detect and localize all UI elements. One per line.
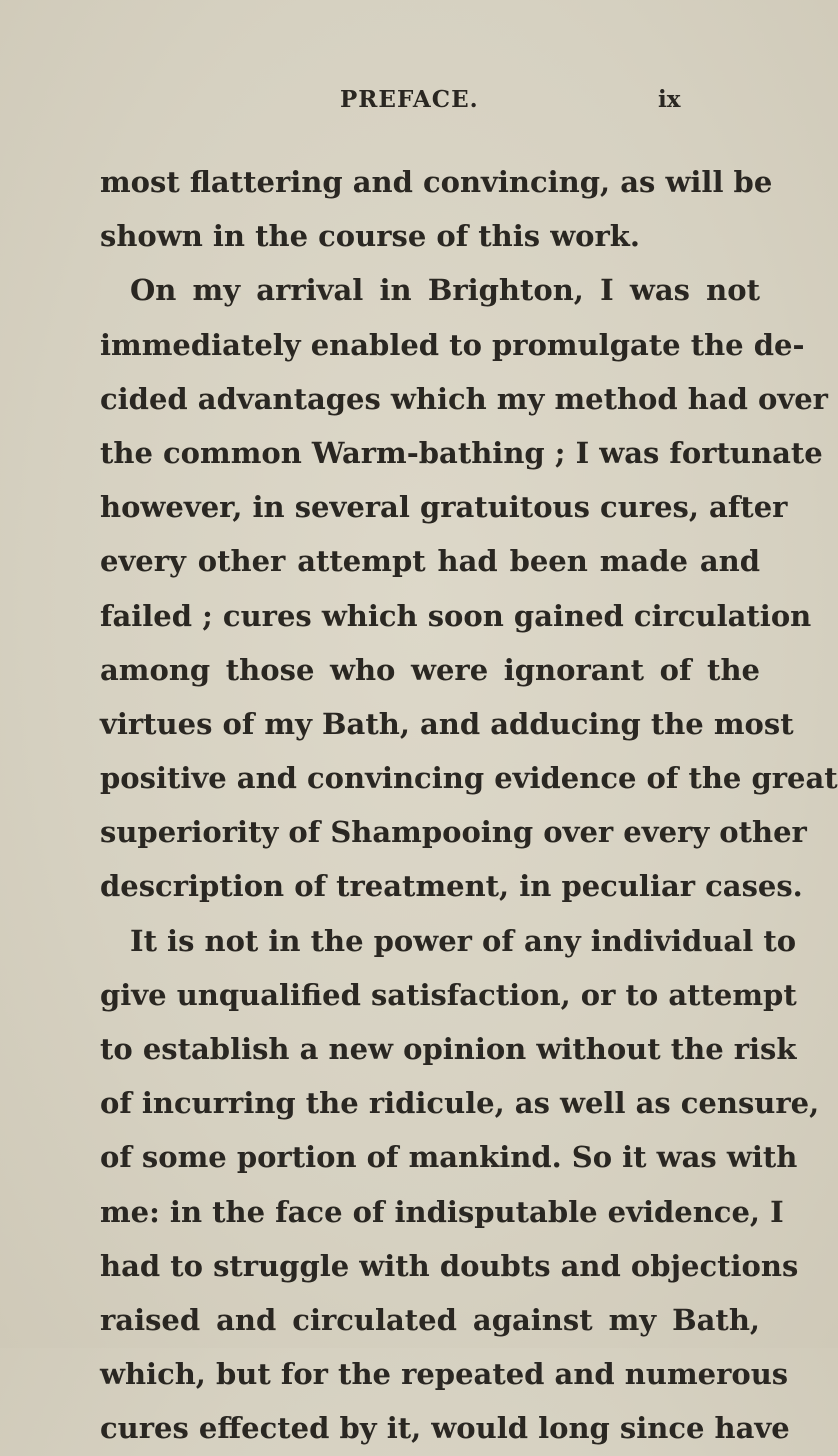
text-line: of incurring the ridicule, as well as censure, [100,1086,820,1121]
text-line: superiority of Shampooing over every other [100,815,807,850]
text-line: among those who were ignorant of the [100,652,760,687]
text-line: raised and circulated against my Bath, [100,1302,760,1337]
text-line: positive and convincing evidence of the great [100,761,838,796]
text-line: of some portion of mankind. So it was with [100,1140,798,1175]
page-number: ix [658,86,681,113]
running-head [0,86,800,126]
text-line: immediately enabled to promulgate the de- [100,327,805,362]
text-line: the common Warm-bathing ; I was fortunate [100,435,823,470]
text-line: failed ; cures which soon gained circulation [100,598,812,633]
text-line: give unqualified satisfaction, or to attempt [100,977,797,1012]
text-line: cided advantages which my method had over [100,381,828,416]
running-title: PREFACE. [340,86,479,113]
text-line: It is not in the power of any individual to [130,923,797,958]
text-line: most flattering and convincing, as will be [100,165,773,199]
text-line: however, in several gratuitous cures, after [100,490,788,525]
text-line: which, but for the repeated and numerous [100,1357,789,1392]
text-line: On my arrival in Brighton, I was not [130,273,760,308]
body-text [100,155,838,1456]
text-line: had to struggle with doubts and objections [100,1248,799,1283]
text-line: virtues of my Bath, and adducing the most [100,706,794,741]
text-line: me: in the face of indisputable evidence, I [100,1194,784,1229]
text-line: description of treatment, in peculiar cases. [100,869,803,904]
text-line: cures effected by it, would long since have [100,1411,790,1446]
text-line: to establish a new opinion without the risk [100,1032,797,1066]
text-line: every other attempt had been made and [100,544,760,579]
text-line: shown in the course of this work. [100,219,640,254]
